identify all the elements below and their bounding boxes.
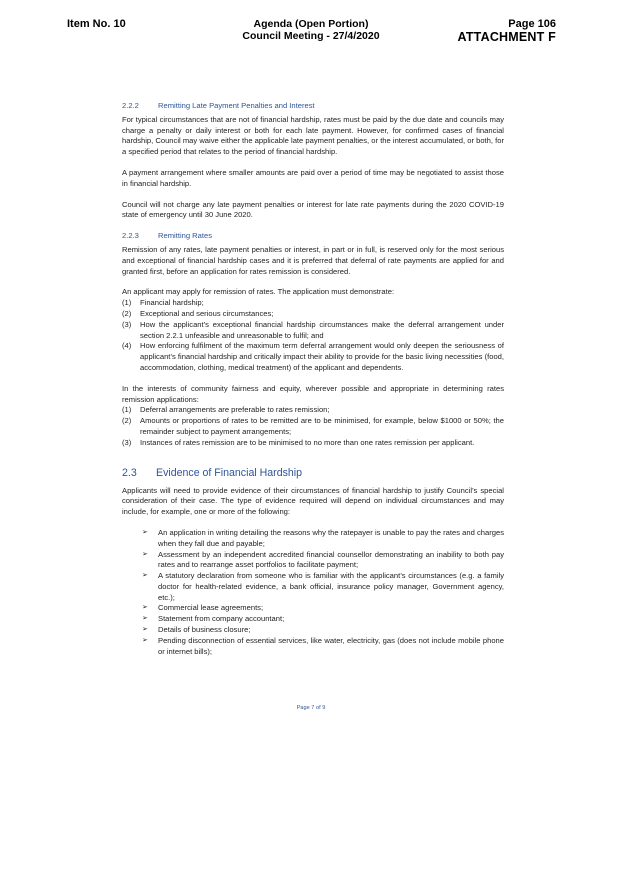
list-item: (4) How enforcing fulfilment of the maximum term deferral arrangement would only deepen the seriousness of applicant’s financial hardship and critically impact their ability to provide for the basic living necessities (food, accommodation, clothing, medical treatment) of the applicant and dependents.	[122, 341, 504, 372]
list-item: (2) Amounts or proportions of rates to be remitted are to be minimised, for example, below $1000 or 50%; the remainder subject to payment arrangements;	[122, 416, 504, 436]
evidence-list	[122, 528, 504, 658]
document-body	[122, 101, 504, 657]
paragraph: Applicants will need to provide evidence of their circumstances of financial hardship to justify Council’s special consideration of their case. The type of evidence required will depend on individual circumstances and may include, for example, one or more of the following:	[122, 485, 504, 517]
page-footer: Page 7 of 9	[296, 705, 326, 711]
list-item: ➢ Details of business closure;	[142, 625, 251, 635]
section-2-2-3-heading	[122, 231, 504, 242]
list-item: ➢ Statement from company accountant;	[142, 614, 285, 624]
list-item: (1) Financial hardship;	[122, 298, 204, 308]
page-header	[458, 18, 556, 44]
section-title: Remitting Rates	[158, 231, 213, 241]
paragraph: Remission of any rates, late payment penalties or interest, in part or in full, is reserved only for the most serious and exceptional of financial hardship cases and it is preferred that deferral of rate payments are applied for and granted first, before an application for rates remission is considered.	[122, 244, 504, 276]
list-item: ➢ Pending disconnection of essential services, like water, electricity, gas (does not include mobile phone or internet bills);	[142, 635, 504, 656]
section-2-2-2-heading	[122, 101, 504, 112]
fairness-list	[122, 405, 504, 448]
arrowhead-bullet-icon: ➢	[142, 636, 148, 644]
section-number: 2.2.2	[122, 101, 139, 110]
list-item: ➢ Assessment by an independent accredited financial counsellor demonstrating an inability to both pay rates and to rearrange asset portfolios to facilitate payment;	[142, 549, 504, 570]
list-item: (2) Exceptional and serious circumstances;	[122, 308, 274, 318]
demonstrate-list	[122, 298, 504, 374]
list-item: ➢ A statutory declaration from someone who is familiar with the applicant’s circumstances (e.g. a family doctor for health-related evidence, a bank official, insurance policy manager, Government agency, etc.);	[142, 571, 504, 602]
list-item: ➢ Commercial lease agreements;	[142, 603, 264, 613]
section-number: 2.2.3	[122, 231, 139, 241]
list-item: (3) Instances of rates remission are to be minimised to no more than one rates remission per applicant.	[122, 437, 475, 447]
paragraph: A payment arrangement where smaller amounts are paid over a period of time may be negotiated to assist those in financial hardship.	[122, 167, 504, 188]
arrowhead-bullet-icon: ➢	[142, 604, 148, 612]
arrowhead-bullet-icon: ➢	[142, 528, 148, 536]
paragraph: Council will not charge any late payment penalties or interest for late rate payments during the 2020 COVID-19 state of emergency until 30 June 2020.	[122, 199, 504, 220]
section-number: 2.3	[122, 466, 137, 479]
agenda-title: Agenda (Open Portion)	[253, 18, 369, 30]
section-title: Evidence of Financial Hardship	[156, 466, 303, 479]
attachment-label: ATTACHMENT F	[457, 30, 556, 44]
arrowhead-bullet-icon: ➢	[142, 550, 148, 558]
paragraph: In the interests of community fairness and equity, wherever possible and appropriate in determining rates remission applications:	[122, 383, 504, 404]
section-title: Remitting Late Payment Penalties and Interest	[158, 101, 315, 110]
section-2-3-heading	[122, 467, 504, 480]
item-number: Item No. 10	[67, 18, 126, 30]
list-item: ➢ An application in writing detailing the reasons why the ratepayer is unable to pay the rates and charges when they fall due and payable;	[142, 527, 504, 548]
paragraph: For typical circumstances that are not of financial hardship, rates must be paid by the due date and councils may charge a penalty or daily interest or both for each late payment. However, for confirmed cases of financial hardship, Council may waive either the applicable late payment penalties, or the interest accumulated, or both, for a specified period that relates to the period of financial hardship.	[122, 114, 504, 157]
arrowhead-bullet-icon: ➢	[142, 626, 148, 634]
arrowhead-bullet-icon: ➢	[142, 572, 148, 580]
meeting-title: Council Meeting - 27/4/2020	[242, 30, 380, 42]
paragraph: An applicant may apply for remission of rates. The application must demonstrate:	[122, 287, 395, 297]
page-number: Page 106	[508, 18, 556, 30]
arrowhead-bullet-icon: ➢	[142, 615, 148, 623]
list-item: (1) Deferral arrangements are preferable to rates remission;	[122, 405, 330, 415]
list-item: (3) How the applicant’s exceptional financial hardship circumstances make the deferral arrangement under section 2.2.1 unfeasible and unreasonable to fulfil; and	[122, 319, 504, 340]
